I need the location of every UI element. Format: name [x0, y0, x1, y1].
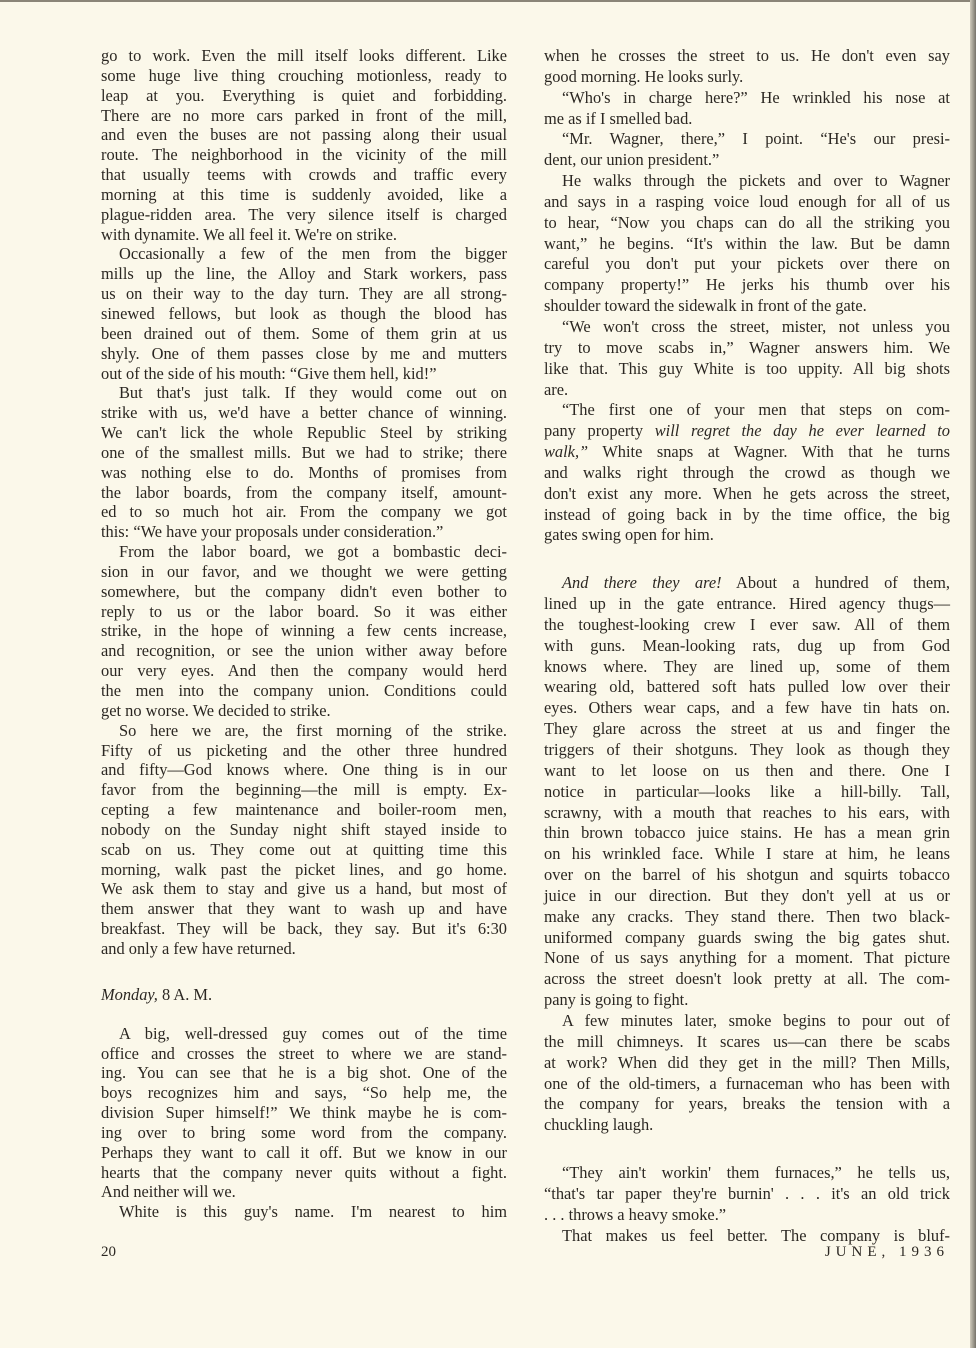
text-line: and says in a rasping voice loud enough for all of us	[544, 191, 950, 211]
text-line: division Super himself!” We think maybe he is com-	[101, 1103, 507, 1123]
text-line: We can't lick the whole Republic Steel by striking	[101, 423, 507, 443]
text-line: office and crosses the street to where we are stand-	[101, 1043, 507, 1063]
italic-text: will regret the day he ever learned to	[654, 421, 950, 441]
text-line: scab on us. They come out at quitting time this	[101, 839, 507, 859]
text-line	[544, 573, 950, 594]
text-line: somewhere, but the company didn't even bother to	[101, 581, 507, 601]
italic-text: And there they are!	[562, 573, 722, 593]
section-break	[544, 546, 950, 573]
text-column-left	[101, 46, 507, 1222]
text-line: plague-ridden area. The very silence itself is charged	[101, 204, 507, 224]
text-line: Occasionally a few of the men from the bigger	[119, 244, 507, 264]
paragraph	[544, 46, 950, 88]
text-line: He walks through the pickets and over to Wagner	[562, 171, 950, 191]
text-line: sion in our favor, and we thought we were getting	[101, 561, 507, 581]
text-line: and walks right through the crowd as though we	[544, 462, 950, 482]
text-run: 8 A. M.	[157, 984, 213, 1004]
text-line: leap at you. Everything is quiet and forbidding.	[101, 85, 507, 105]
text-line: the men into the company union. Conditions could	[101, 681, 507, 700]
text-line: That makes us feel better. The company is bluf-	[562, 1225, 950, 1245]
text-line: A big, well-dressed guy comes out of the time	[119, 1023, 507, 1043]
text-line: juice in our direction. But they don't yell at us or	[544, 885, 950, 905]
text-line: “The first one of your men that steps on com-	[562, 400, 950, 420]
text-line: We ask them to stay and give us a hand, but most of	[101, 879, 507, 899]
text-line: the mill chimneys. It scares us—can there be scabs	[544, 1031, 950, 1051]
text-line: us on their way to the day turn. They are all strong-	[101, 284, 507, 304]
text-line: There are no more cars parked in front of the mill,	[101, 105, 507, 125]
text-line: “Who's in charge here?” He wrinkled his nose at	[562, 87, 950, 107]
text-line: triggers of their shotguns. They look as though they	[544, 740, 950, 759]
text-line: chuckling laugh.	[544, 1115, 654, 1135]
text-line: this: “We have your proposals under consideration.”	[101, 522, 444, 542]
text-line: some huge live thing crouching motionless, ready to	[101, 65, 507, 85]
text-line: And neither will we.	[101, 1182, 236, 1202]
text-line: and fifty—God knows where. One thing is in our	[101, 760, 507, 780]
text-column-right	[544, 46, 950, 1246]
text-line: good morning. He looks surly.	[544, 66, 744, 86]
text-run: pany property	[544, 421, 655, 441]
text-line: Fifty of us picketing and the other three hundred	[101, 740, 507, 760]
text-line: None of us says anything for a moment. That picture	[544, 948, 950, 968]
text-line: try to move scabs in,” Wagner answers him. We	[544, 337, 950, 357]
text-line: make any cracks. They stand there. Then two black-	[544, 906, 950, 926]
text-line: boys recognizes him and says, “So help me, the	[101, 1083, 507, 1103]
text-line: like that. This guy White is too uppity. All big shots	[544, 358, 950, 378]
text-line: “Mr. Wagner, there,” I point. “He's our presi-	[562, 129, 950, 149]
paragraph	[544, 88, 950, 130]
text-line: White is this guy's name. I'm nearest to him	[119, 1202, 507, 1222]
italic-text: Monday,	[101, 984, 158, 1004]
text-line: Perhaps they want to call it off. But we know in our	[101, 1142, 507, 1162]
text-line: want to let loose on us then and there. One I	[544, 760, 950, 780]
text-line: morning, walk past the picket lines, and go home.	[101, 859, 507, 879]
text-line	[544, 442, 950, 463]
text-line: “We won't cross the street, mister, not unless you	[562, 316, 950, 336]
text-run: White snaps at Wagner. With that he turns	[588, 442, 950, 462]
issue-dateline: JUNE, 1936	[824, 1244, 949, 1260]
text-line: ed to so much hot air. From the company we got	[101, 502, 507, 522]
text-line: wearing old, battered soft hats pulled low over their	[544, 677, 950, 697]
text-line: on his wrinkled face. While I stare at him, he leans	[544, 844, 950, 864]
paragraph	[101, 383, 507, 542]
text-line: ing over to bring some word from the company.	[101, 1122, 507, 1142]
paragraph	[101, 542, 507, 721]
paragraph	[544, 1011, 950, 1136]
text-line: out of the side of his mouth: “Give them hell, kid!”	[101, 363, 437, 383]
text-line: company property!” He jerks his thumb over his	[544, 275, 950, 295]
text-line: with dynamite. We all feel it. We're on strike.	[101, 224, 398, 244]
text-line: them answer that they want to wash up and have	[101, 899, 507, 919]
text-line: to hear, “Now you chaps can do all the striking you	[544, 212, 950, 232]
text-line: shyly. One of them passes close by me and mutters	[101, 343, 507, 363]
text-line: our very eyes. And then the company would herd	[101, 661, 507, 681]
text-line: the company for years, breaks the tension with a	[544, 1094, 950, 1114]
text-line: one of the old-timers, a furnaceman who has been with	[544, 1073, 950, 1093]
text-line: strike, in the hope of winning a few cents increase,	[101, 621, 507, 641]
paragraph	[544, 573, 950, 1011]
text-line: They glare across the street at us and finger the	[544, 719, 950, 739]
text-line: and recognition, or see the union wither away before	[101, 641, 507, 661]
text-line: me as if I smelled bad.	[544, 108, 693, 128]
text-line: when he crosses the street to us. He don't even say	[544, 46, 950, 65]
scan-top-edge	[0, 0, 976, 2]
text-line: From the labor board, we got a bombastic deci-	[119, 542, 507, 562]
text-line: sinewed fellows, but look as though the blood has	[101, 303, 507, 323]
text-line: So here we are, the first morning of the strike.	[119, 720, 507, 740]
text-line: A few minutes later, smoke begins to pour out of	[562, 1010, 950, 1030]
text-line: don't exist any more. When he gets across the street,	[544, 483, 950, 503]
text-line: are.	[544, 379, 569, 399]
text-run: About a hundred of them,	[721, 573, 950, 593]
text-line: the toughest-looking crew I ever saw. All of them	[544, 614, 950, 634]
text-line: strike with us, we'd have a better chance of winning.	[101, 403, 507, 423]
text-line: nobody on the Sunday night shift stayed inside to	[101, 819, 507, 839]
text-line: one of the smallest mills. But we had to strike; there	[101, 442, 507, 462]
paragraph	[101, 1202, 507, 1222]
paragraph	[544, 1163, 950, 1226]
text-line: ing. You can see that he is a big shot. One of the	[101, 1063, 507, 1083]
text-line	[544, 421, 950, 442]
text-line: with guns. Mean-looking rats, dug up from God	[544, 635, 950, 655]
section-heading	[101, 985, 507, 1005]
text-line: get no worse. We decided to strike.	[101, 700, 331, 720]
text-line: “that's tar paper they're burnin' . . . it's an old trick	[544, 1183, 950, 1203]
text-line: But that's just talk. If they would come out on	[119, 383, 507, 403]
italic-text: walk,”	[544, 442, 589, 462]
text-line: knows where. They are lined up, some of them	[544, 656, 950, 676]
text-line: “They ain't workin' them furnaces,” he tells us,	[562, 1163, 950, 1183]
text-line: uniformed company guards swing the big gates shut.	[544, 927, 950, 947]
scan-right-edge	[970, 0, 976, 1348]
text-line: notice in particular—looks like a hill-billy. Tall,	[544, 781, 950, 801]
text-line: dent, our union president.”	[544, 150, 720, 170]
text-line: over on the barrel of his shotgun and squirts tobacco	[544, 865, 950, 885]
text-line: go to work. Even the mill itself looks different. Like	[101, 46, 507, 65]
text-line: scrawny, with a mouth that reaches to his ears, with	[544, 802, 950, 822]
text-line: hearts that the company never quits without a fight.	[101, 1162, 507, 1182]
paragraph	[101, 46, 507, 244]
text-line: eyes. Others wear caps, and a few have tin hats on.	[544, 698, 950, 718]
text-line: careful you don't put your pickets over there on	[544, 254, 950, 274]
text-line: cepting a few maintenance and boiler-room men,	[101, 800, 507, 820]
text-line: gates swing open for him.	[544, 525, 714, 545]
text-line: morning at this time is suddenly avoided, like a	[101, 184, 507, 204]
section-break	[544, 1136, 950, 1163]
text-line: and even the buses are not passing along their usual	[101, 125, 507, 145]
text-line: was nothing else to do. Months of promises from	[101, 462, 507, 482]
text-line: want,” he begins. “It's within the law. But be damn	[544, 233, 950, 253]
paragraph	[101, 1024, 507, 1203]
paragraph	[544, 400, 950, 546]
paragraph	[101, 244, 507, 383]
text-line: pany is going to fight.	[544, 990, 689, 1010]
text-line: been drained out of them. Some of them grin at us	[101, 323, 507, 343]
page-number: 20	[101, 1244, 116, 1260]
text-line: mills up the line, the Alloy and Stark workers, pass	[101, 264, 507, 284]
text-line: shoulder toward the sidewalk in front of the gate.	[544, 296, 867, 316]
text-line: reply to us or the labor board. So it was either	[101, 601, 507, 621]
paragraph	[544, 317, 950, 400]
text-line: at work? When did they get in the mill? Then Mills,	[544, 1052, 950, 1072]
text-line: favor from the beginning—the mill is empty. Ex-	[101, 780, 507, 800]
paragraph	[544, 129, 950, 171]
text-line: lined up in the gate entrance. Hired agency thugs—	[544, 594, 950, 614]
text-line: the labor boards, from the company itself, amount-	[101, 482, 507, 502]
text-line: that usually teems with crowds and traffic every	[101, 165, 507, 185]
text-line: instead of going back in by the time office, the big	[544, 504, 950, 524]
paragraph	[101, 721, 507, 959]
text-line: route. The neighborhood in the vicinity of the mill	[101, 145, 507, 165]
text-line: breakfast. They will be back, they say. But it's 6:30	[101, 919, 507, 939]
text-line: across the street doesn't look pretty at all. The com-	[544, 969, 950, 989]
text-line: . . . throws a heavy smoke.”	[544, 1204, 727, 1224]
paragraph	[544, 171, 950, 317]
text-line: and only a few have returned.	[101, 938, 296, 958]
text-line: thin brown tobacco juice stains. He has a mean grin	[544, 823, 950, 843]
